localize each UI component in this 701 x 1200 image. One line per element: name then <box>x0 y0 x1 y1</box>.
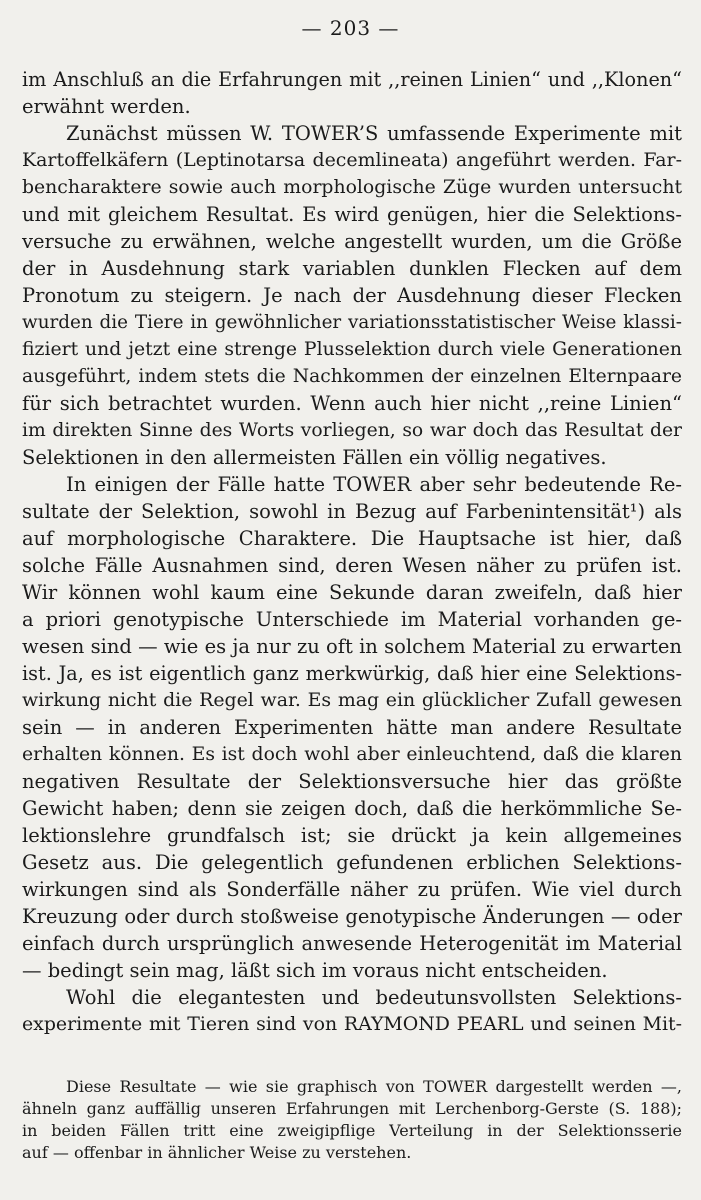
text-line: wurden die Tiere in gewöhnlicher variationsstatistischer Weise klassi- <box>22 312 682 333</box>
footnote-line: ähneln ganz auffällig unseren Erfahrungen mit Lerchenborg-Gerste (S. 188); <box>22 1099 682 1118</box>
text-line: In einigen der Fälle hatte TOWER aber sehr bedeutende Re- <box>66 473 682 496</box>
text-line: fiziert und jetzt eine strenge Plusselektion durch viele Generationen <box>22 339 682 360</box>
text-line: ausgeführt, indem stets die Nachkommen der einzelnen Elternpaare <box>22 366 682 387</box>
text-line: Kartoffelkäfern (Leptinotarsa decemlineata) angeführt werden. Far- <box>22 149 682 171</box>
text-line: Zunächst müssen W. TOWER’S umfassende Experimente mit <box>66 122 682 145</box>
text-line: ist. Ja, es ist eigentlich ganz merkwürkig, daß hier eine Selektions- <box>22 662 682 685</box>
page-number-header: — 203 — <box>301 16 400 40</box>
text-line: Pronotum zu steigern. Je nach der Ausdehnung dieser Flecken <box>22 284 682 307</box>
text-line: sein — in anderen Experimenten hätte man andere Resultate <box>22 716 682 739</box>
text-line: Gewicht haben; denn sie zeigen doch, daß die herkömmliche Se- <box>22 797 682 820</box>
footnote <box>22 1076 682 1164</box>
text-line: erwähnt werden. <box>22 95 191 118</box>
footnote-line: in beiden Fällen tritt eine zweigipflige Verteilung in der Selektionsserie <box>22 1121 682 1140</box>
text-line: im Anschluß an die Erfahrungen mit ,,reinen Linien“ und ,,Klonen“ <box>22 68 682 91</box>
text-line: für sich betrachtet wurden. Wenn auch hier nicht ,,reine Linien“ <box>22 392 682 415</box>
text-line: wirkung nicht die Regel war. Es mag ein glücklicher Zufall gewesen <box>22 689 682 711</box>
text-line: wirkungen sind als Sonderfälle näher zu prüfen. Wie viel durch <box>22 878 682 901</box>
text-line: negativen Resultate der Selektionsversuche hier das größte <box>22 770 682 793</box>
text-line: Kreuzung oder durch stoßweise genotypische Änderungen — oder <box>22 905 682 928</box>
text-line: a priori genotypische Unterschiede im Material vorhanden ge- <box>22 608 682 631</box>
text-line: — bedingt sein mag, läßt sich im voraus nicht entscheiden. <box>22 959 608 982</box>
body-text <box>22 66 682 1038</box>
text-line: der in Ausdehnung stark variablen dunklen Flecken auf dem <box>22 257 682 280</box>
text-line: erhalten können. Es ist doch wohl aber einleuchtend, daß die klaren <box>22 744 682 765</box>
text-line: sultate der Selektion, sowohl in Bezug auf Farbenintensität¹) als <box>22 500 682 523</box>
text-line: einfach durch ursprünglich anwesende Heterogenität im Material <box>22 932 682 955</box>
footnote-line: auf — offenbar in ähnlicher Weise zu verstehen. <box>22 1143 412 1162</box>
text-line: bencharaktere sowie auch morphologische Züge wurden untersucht <box>22 177 682 198</box>
text-line: Selektionen in den allermeisten Fällen ein völlig negatives. <box>22 446 607 469</box>
text-line: solche Fälle Ausnahmen sind, deren Wesen näher zu prüfen ist. <box>22 554 682 577</box>
text-line: experimente mit Tieren sind von RAYMOND PEARL und seinen Mit- <box>22 1013 682 1035</box>
text-line: im direkten Sinne des Worts vorliegen, so war doch das Resultat der <box>22 420 682 441</box>
text-line: auf morphologische Charaktere. Die Hauptsache ist hier, daß <box>22 527 682 550</box>
text-line: Wir können wohl kaum eine Sekunde daran zweifeln, daß hier <box>22 581 682 604</box>
text-line: versuche zu erwähnen, welche angestellt wurden, um die Größe <box>22 230 682 253</box>
footnote-line: Diese Resultate — wie sie graphisch von TOWER dargestellt werden —, <box>66 1077 682 1096</box>
text-line: wesen sind — wie es ja nur zu oft in solchem Material zu erwarten <box>22 635 682 658</box>
text-line: und mit gleichem Resultat. Es wird genügen, hier die Selektions- <box>22 203 682 226</box>
text-line: Wohl die elegantesten und bedeutunsvollsten Selektions- <box>66 986 682 1009</box>
text-line: Gesetz aus. Die gelegentlich gefundenen erblichen Selektions- <box>22 851 682 874</box>
text-line: lektionslehre grundfalsch ist; sie drückt ja kein allgemeines <box>22 824 682 847</box>
